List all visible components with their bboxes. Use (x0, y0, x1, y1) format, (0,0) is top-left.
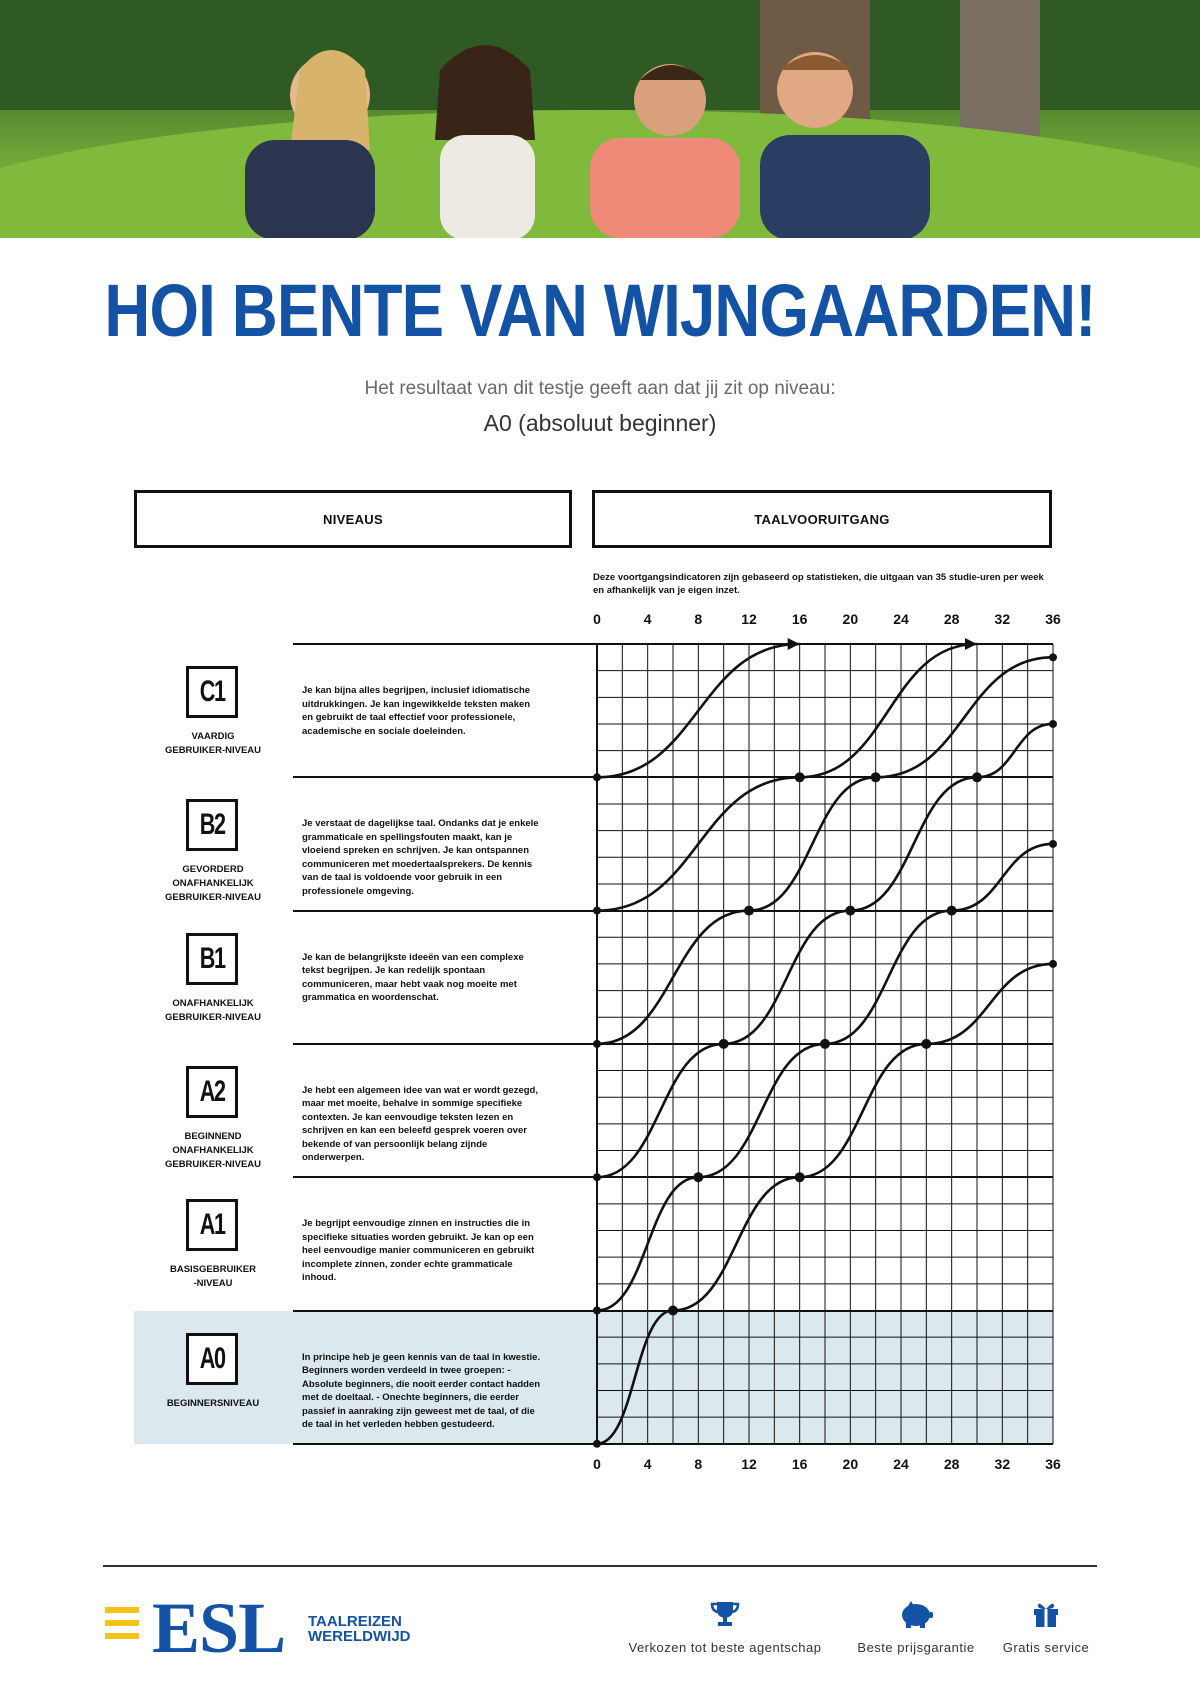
curve-point (921, 1039, 931, 1049)
level-label-line: GEVORDERD (182, 864, 244, 876)
level-label-line: GEBRUIKER-NIVEAU (164, 1011, 262, 1023)
level-label-line: -NIVEAU (193, 1278, 233, 1290)
x-tick-label: 4 (643, 1456, 652, 1472)
x-tick-label: 0 (593, 1456, 601, 1472)
curve-point (871, 772, 881, 782)
level-label-line: GEBRUIKER-NIVEAU (164, 1158, 262, 1170)
level-label-line: BEGINNEND (184, 1130, 242, 1142)
result-level: A0 (absoluut beginner) (483, 410, 717, 436)
level-label-line: ONAFHANKELIJK (172, 997, 254, 1009)
esl-logo: ESL (152, 1588, 286, 1668)
feature-best-price-label: Beste prijsgarantie (857, 1640, 975, 1655)
level-label-line: BEGINNERSNIVEAU (166, 1397, 260, 1409)
x-tick-label: 20 (842, 611, 859, 627)
logo-tagline (308, 1614, 411, 1644)
curve-point (593, 907, 601, 915)
logo-bars-icon (105, 1607, 139, 1646)
x-tick-label: 20 (842, 1456, 859, 1472)
footer-divider (103, 1565, 1097, 1567)
level-description-b1: Je kan de belangrijkste ideeën van een complexe tekst begrijpen. Je kan redelijk spontaan communiceren, maar hebt vaak nog moeite met grammatica en woordenschat. (302, 951, 524, 1004)
x-tick-label: 12 (741, 1456, 757, 1472)
levels-header-label: NIVEAUS (323, 511, 383, 527)
level-description-a1: Je begrijpt eenvoudige zinnen en instructies die in specifieke situaties worden gebruikt. Je kan op een heel eenvoudige manier communiceren en gebruikt incomplete zinnen, zonder echte grammaticale inhoud. (302, 1218, 535, 1284)
x-tick-label: 0 (593, 611, 601, 627)
level-code: B2 (199, 808, 225, 842)
curve-point (593, 773, 601, 781)
x-tick-label: 16 (791, 1456, 808, 1472)
curve-point (593, 1173, 601, 1181)
x-tick-label: 32 (994, 1456, 1011, 1472)
curve-point (593, 1440, 601, 1448)
curve-point (845, 906, 855, 916)
level-description-a2: Je hebt een algemeen idee van wat er wordt gezegd, maar met moeite, behalve in sommige specifieke contexten. Je kan eenvoudige teksten lezen en schrijven en kan een beleefd gesprek voeren over bekende of van persoonlijk belang zijnde onderwerpen. (302, 1084, 538, 1164)
x-tick-label: 24 (893, 611, 909, 627)
x-tick-label: 28 (943, 1456, 960, 1472)
tagline-line-2: WERELDWIJD (308, 1628, 411, 1645)
x-tick-label: 16 (791, 611, 808, 627)
tagline-line-1: TAALREIZEN (308, 1613, 402, 1630)
progress-note: Deze voortgangsindicatoren zijn gebaseerd op statistieken, die uitgaan van 35 studie-uren per week en afhankelijk van je eigen inzet. (593, 572, 1044, 596)
x-tick-label: 32 (994, 611, 1011, 627)
progress-header-label: TAALVOORUITGANG (754, 511, 890, 527)
x-tick-label: 8 (694, 611, 703, 627)
curve-point (744, 906, 754, 916)
level-label-line: ONAFHANKELIJK (172, 1144, 254, 1156)
curve-point (795, 1172, 805, 1182)
curve-point (820, 1039, 830, 1049)
x-tick-label: 4 (643, 611, 652, 627)
curve-point (593, 1307, 601, 1315)
level-description-c1: Je kan bijna alles begrijpen, inclusief idiomatische uitdrukkingen. Je kan ingewikkelde teksten maken en gebruikt de taal effectief voor professionele, academische en sociale doeleinden. (302, 685, 531, 737)
level-label-line: VAARDIG (191, 731, 235, 742)
curve-point (972, 772, 982, 782)
piggy-bank-icon (898, 1600, 934, 1628)
curve-point (593, 1040, 601, 1048)
result-intro: Het resultaat van dit testje geeft aan dat jij zit op niveau: (364, 378, 836, 399)
feature-best-agency (620, 1600, 830, 1655)
feature-free-service (996, 1600, 1096, 1655)
level-label-line: ONAFHANKELIJK (172, 878, 254, 890)
curve-point (693, 1172, 703, 1182)
curve-point (668, 1306, 678, 1316)
level-code: A1 (199, 1208, 225, 1242)
level-label-line: GEBRUIKER-NIVEAU (164, 745, 262, 756)
x-tick-label: 24 (893, 1456, 909, 1472)
x-tick-label: 36 (1045, 1456, 1061, 1472)
level-code: C1 (199, 675, 225, 708)
level-code: A2 (199, 1074, 225, 1108)
level-label-line: GEBRUIKER-NIVEAU (164, 892, 262, 904)
feature-free-service-label: Gratis service (1002, 1640, 1090, 1655)
trophy-icon (710, 1600, 740, 1628)
level-description-a0: In principe heb je geen kennis van de taal in kwestie. Beginners worden verdeeld in twee groepen: - Absolute beginners, die nooit eerder contact hadden met de doeltaal. - Onechte beginners, die eerder passief in aanraking zijn geweest met de taal, of die de taal in het verleden hebben gestudeerd. (302, 1351, 541, 1430)
x-tick-label: 8 (694, 1456, 703, 1472)
level-code: B1 (199, 941, 225, 975)
level-description-b2: Je verstaat de dagelijkse taal. Ondanks dat je enkele grammaticale en spellingsfouten maakt, kan je vloeiend spreken en schrijven. Je kan ontspannen communiceren met moedertaalsprekers. De kennis van de taal is voldoende voor gebruik in een professionele omgeving. (302, 818, 539, 897)
feature-best-price (846, 1600, 986, 1655)
feature-best-agency-label: Verkozen tot beste agentschap (628, 1640, 822, 1655)
level-code: A0 (199, 1341, 225, 1375)
x-tick-label: 12 (741, 611, 757, 627)
page-title: HOI BENTE VAN WIJNGAARDEN! (104, 269, 1096, 352)
x-tick-label: 36 (1045, 611, 1061, 627)
curve-point (795, 772, 805, 782)
x-tick-label: 28 (943, 611, 960, 627)
progress-curve-b2 (597, 644, 977, 911)
gift-icon (1032, 1600, 1060, 1628)
level-label-line: BASISGEBRUIKER (169, 1264, 257, 1276)
curve-point (719, 1039, 729, 1049)
curve-point (947, 906, 957, 916)
